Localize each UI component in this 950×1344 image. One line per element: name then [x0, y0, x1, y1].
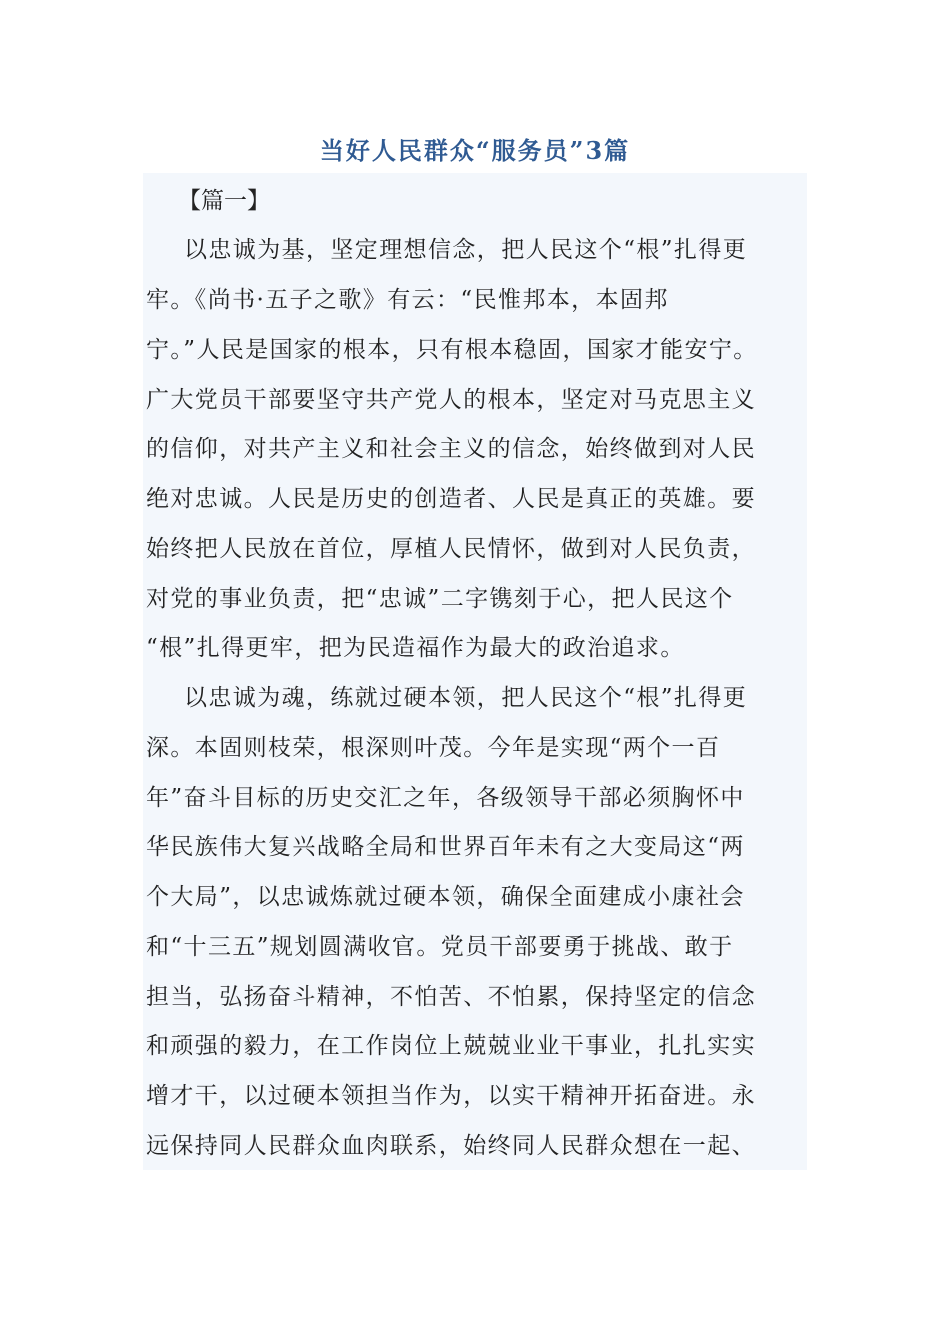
- section-heading: 【篇一】: [178, 188, 270, 214]
- text-line: 广大党员干部要坚守共产党人的根本，坚定对马克思主义: [146, 387, 756, 413]
- text-line: 华民族伟大复兴战略全局和世界百年未有之大变局这“两: [146, 834, 745, 860]
- page-title: 当好人民群众“服务员”3篇: [319, 136, 631, 165]
- text-line: 深。本固则枝荣，根深则叶茂。今年是实现“两个一百: [146, 735, 721, 761]
- text-line: 增才干，以过硬本领担当作为，以实干精神开拓奋进。永: [146, 1083, 756, 1109]
- text-line: 宁。”人民是国家的根本，只有根本稳固，国家才能安宁。: [146, 337, 758, 363]
- text-line: 对党的事业负责，把“忠诚”二字镌刻于心，把人民这个: [146, 586, 734, 612]
- text-line: 牢。《尚书·五子之歌》有云：“民惟邦本，本固邦: [146, 287, 669, 313]
- body-text-block: [143, 173, 807, 1170]
- text-line: 始终把人民放在首位，厚植人民情怀，做到对人民负责，: [146, 536, 756, 562]
- text-line: 担当，弘扬奋斗精神，不怕苦、不怕累，保持坚定的信念: [146, 984, 756, 1010]
- text-line: 远保持同人民群众血肉联系，始终同人民群众想在一起、: [146, 1133, 756, 1159]
- text-line: 个大局”，以忠诚炼就过硬本领，确保全面建成小康社会: [146, 884, 745, 910]
- text-line: 的信仰，对共产主义和社会主义的信念，始终做到对人民: [146, 436, 756, 462]
- text-line: 以忠诚为基，坚定理想信念，把人民这个“根”扎得更: [184, 237, 748, 263]
- text-line: “根”扎得更牢，把为民造福作为最大的政治追求。: [146, 635, 685, 661]
- text-line: 年”奋斗目标的历史交汇之年，各级领导干部必须胸怀中: [146, 785, 745, 811]
- text-line: 以忠诚为魂，练就过硬本领，把人民这个“根”扎得更: [184, 685, 748, 711]
- text-line: 绝对忠诚。人民是历史的创造者、人民是真正的英雄。要: [146, 486, 756, 512]
- text-line: 和顽强的毅力，在工作岗位上兢兢业业干事业，扎扎实实: [146, 1033, 756, 1059]
- text-line: 和“十三五”规划圆满收官。党员干部要勇于挑战、敢于: [146, 934, 734, 960]
